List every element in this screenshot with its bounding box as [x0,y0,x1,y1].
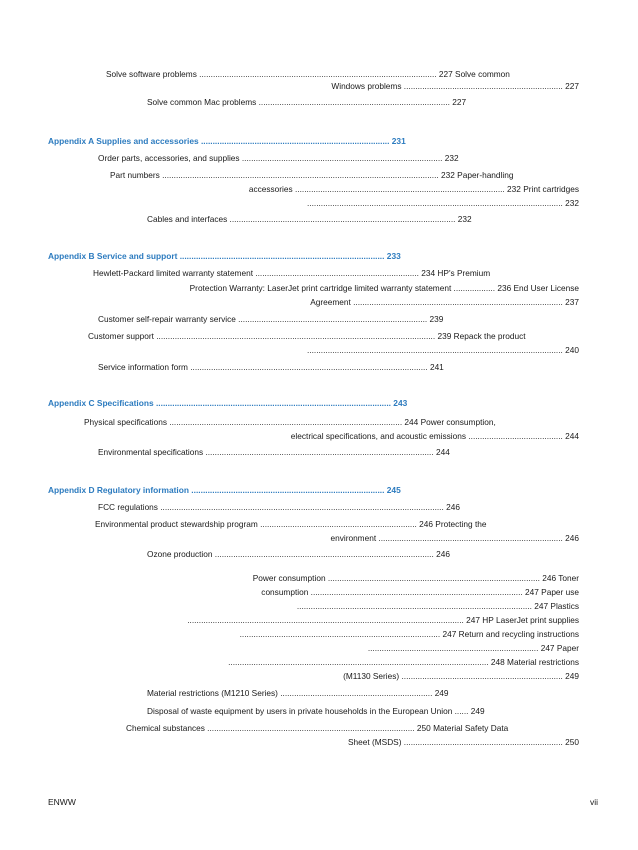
toc-entry: environment ................................................................................ 246 [330,533,579,543]
toc-entry: Environmental product stewardship program .................................................................... 246 Protecting the [95,519,487,529]
toc-entry: ........................................................................................................................ 247 HP LaserJet print supplies [187,615,579,625]
toc-entry: consumption ............................................................................................ 247 Paper use [261,587,579,597]
toc-entry: Physical specifications ..................................................................................................... 244 Power consumption, [84,417,496,427]
appendix-a-heading[interactable]: Appendix A Supplies and accessories ................................................................................. 231 [48,136,406,146]
toc-entry: Hewlett-Packard limited warranty statement ....................................................................... 234 HP's Premium [93,268,491,278]
toc-entry: (M1130 Series) ...................................................................... 249 [343,671,579,681]
toc-entry: Solve common Mac problems ................................................................................... 227 [147,97,467,107]
toc-entry: Solve software problems ....................................................................................................... 227 Solve common [106,69,510,79]
toc-entry: Customer self-repair warranty service .................................................................................. 239 [98,314,444,324]
page-number: vii [589,797,598,807]
appendix-b-heading[interactable]: Appendix B Service and support ........................................................................................ 233 [48,251,401,261]
toc-entry: ....................................................................................... 247 Return and recycling instructions [239,629,579,639]
toc-entry: .......................................................................... 247 Paper [367,643,579,653]
toc-entry: Ozone production ............................................................................................... 246 [147,549,450,559]
toc-entry: Power consumption ............................................................................................ 246 Toner [252,573,579,583]
toc-entry: FCC regulations ........................................................................................................................... 246 [98,502,460,512]
toc-entry: Part numbers ........................................................................................................................ 232 Paper-handling [110,170,514,180]
toc-entry: accessories ........................................................................................... 232 Print cartridges [248,184,579,194]
toc-entry: Protection Warranty: LaserJet print cartridge limited warranty statement .................. 236 End User License [189,283,579,293]
toc-entry: Chemical substances .......................................................................................... 250 Material Safety Data [126,723,509,733]
toc-entry: ...................................................................................................... 247 Plastics [296,601,579,611]
toc-entry: Environmental specifications ................................................................................................... 244 [98,447,450,457]
toc-entry: Service information form ....................................................................................................... 241 [98,362,444,372]
toc-entry: ............................................................................................................... 232 [306,198,579,208]
toc-entry: Cables and interfaces .................................................................................................. 232 [147,214,472,224]
toc-entry: Windows problems ..................................................................... 227 [331,81,579,91]
appendix-c-heading[interactable]: Appendix C Specifications ..................................................................................................... 243 [48,398,408,408]
toc-entry: Sheet (MSDS) ..................................................................... 250 [348,737,579,747]
toc-entry: Agreement ........................................................................................... 237 [310,297,579,307]
toc-entry: Material restrictions (M1210 Series) .................................................................. 249 [147,688,449,698]
toc-entry: Order parts, accessories, and supplies ....................................................................................... 232 [98,153,459,163]
toc-entry: electrical specifications, and acoustic emissions ......................................... 244 [290,431,579,441]
toc-entry: Customer support ......................................................................................................................... 239 Repack the product [88,331,526,341]
appendix-d-heading[interactable]: Appendix D Regulatory information ................................................................................... 245 [48,485,401,495]
footer-left: ENWW [48,797,76,807]
toc-entry: ............................................................................................................... 240 [306,345,579,355]
toc-entry: ................................................................................................................. 248 Material restrictions [228,657,579,667]
toc-entry: Disposal of waste equipment by users in private households in the European Union ...... 249 [147,706,485,716]
